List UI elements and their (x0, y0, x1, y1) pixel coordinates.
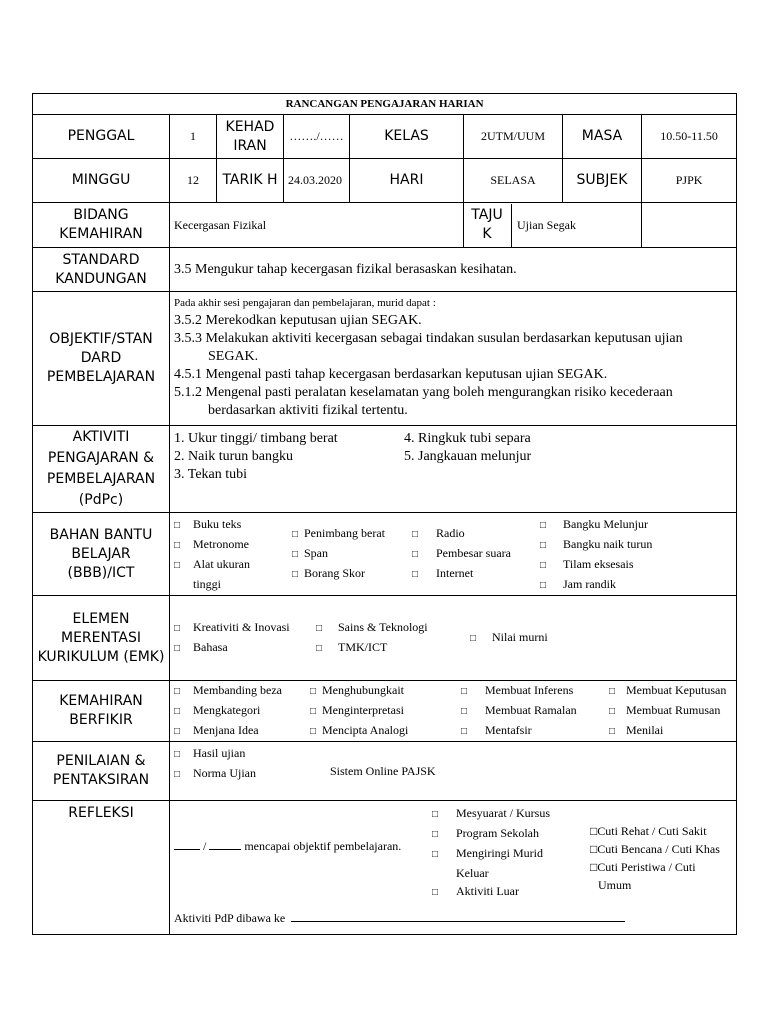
penilaian-extra: Sistem Online PAJSK (330, 764, 436, 778)
blank-field[interactable] (174, 839, 200, 850)
checkbox-icon[interactable]: □ (590, 842, 598, 856)
kehadiran-value: ……./…… (284, 115, 350, 159)
checkbox-icon[interactable]: □ (412, 549, 419, 560)
checkbox-icon[interactable]: □ (470, 633, 477, 644)
refleksi-item-cont: Keluar (456, 866, 489, 880)
tajuk-value: Ujian Segak (517, 217, 576, 232)
penggal-label: PENGGAL (33, 115, 170, 159)
row-bidang (33, 203, 737, 248)
bbb-item[interactable]: □ Bangku naik turun (540, 535, 652, 555)
refleksi-item[interactable]: □ Program Sekolah (432, 824, 590, 844)
checkbox-icon[interactable]: □ (174, 706, 181, 717)
bbb-item[interactable]: □ Metronome (174, 535, 292, 555)
checkbox-icon[interactable]: □ (316, 643, 323, 654)
checkbox-icon[interactable]: □ (412, 569, 419, 580)
row-emk (33, 596, 737, 681)
objektif-item-4-cont: berdasarkan aktiviti fizikal tertentu. (208, 403, 408, 418)
kehadiran-label: KEHAD IRAN (217, 115, 284, 159)
bbb-label: BAHAN BANTU BELAJAR (BBB)/ICT (33, 513, 170, 596)
checkbox-icon[interactable]: □ (432, 809, 439, 820)
subjek-value: PJPK (642, 159, 737, 203)
refleksi-item[interactable]: □ Mengiringi Murid (432, 844, 590, 864)
emk-item[interactable]: □ Sains & Teknologi (316, 618, 470, 638)
objektif-item-2-cont: SEGAK. (208, 349, 259, 364)
bbb-item[interactable]: □ Pembesar suara (412, 544, 540, 564)
refleksi-cuti[interactable]: □Cuti Peristiwa / Cuti (590, 860, 696, 874)
penilaian-item[interactable]: □ Norma Ujian (174, 764, 330, 784)
masa-value: 10.50-11.50 (642, 115, 737, 159)
berfikir-item[interactable]: □ Menghubungkait (310, 681, 461, 701)
checkbox-icon[interactable]: □ (461, 726, 468, 737)
objektif-label: OBJEKTIF/STAN DARD PEMBELAJARAN (33, 292, 170, 426)
aktiviti-label: AKTIVITI PENGAJARAN & PEMBELAJARAN (PdPc) (33, 426, 170, 513)
refleksi-content (170, 801, 737, 935)
checkbox-icon[interactable]: □ (432, 849, 439, 860)
checkbox-icon[interactable]: □ (540, 580, 547, 591)
checkbox-icon[interactable]: □ (174, 623, 181, 634)
checkbox-icon[interactable]: □ (609, 726, 616, 737)
aktiviti-item-1: 1. Ukur tinggi/ timbang berat (174, 431, 338, 446)
penilaian-item[interactable]: □ Hasil ujian (174, 744, 330, 764)
objektif-item-3: 4.5.1 Mengenal pasti tahap kecergasan berdasarkan keputusan ujian SEGAK. (174, 367, 608, 382)
checkbox-icon[interactable]: □ (174, 726, 181, 737)
bbb-item[interactable]: □ Bangku Melunjur (540, 515, 652, 535)
checkbox-icon[interactable]: □ (461, 706, 468, 717)
objektif-item-2: 3.5.3 Melakukan aktiviti kecergasan sebagai tindakan susulan berdasarkan keputusan ujian (174, 331, 683, 346)
bbb-item-cont: tinggi (193, 577, 222, 591)
checkbox-icon[interactable]: □ (609, 686, 616, 697)
row-minggu (33, 159, 737, 203)
checkbox-icon[interactable]: □ (310, 686, 317, 697)
title-row (33, 94, 737, 115)
rph-table (32, 93, 737, 935)
berfikir-item[interactable]: □ Mengkategori (174, 701, 310, 721)
aktiviti-item-2: 2. Naik turun bangku (174, 449, 293, 464)
tarikh-label: TARIK H (217, 159, 284, 203)
emk-content (170, 596, 737, 681)
berfikir-item[interactable]: □ Membuat Keputusan (609, 681, 726, 701)
bbb-item[interactable]: □ Jam randik (540, 575, 652, 595)
aktiviti-content (170, 426, 737, 513)
checkbox-icon[interactable]: □ (432, 887, 439, 898)
emk-item[interactable]: □ Nilai murni (470, 628, 548, 648)
checkbox-icon[interactable]: □ (174, 769, 181, 780)
checkbox-icon[interactable]: □ (310, 726, 317, 737)
tarikh-value: 24.03.2020 (284, 159, 350, 203)
checkbox-icon[interactable]: □ (540, 520, 547, 531)
berfikir-content (170, 681, 737, 742)
aktiviti-item-4: 4. Ringkuk tubi separa (404, 431, 531, 446)
checkbox-icon[interactable]: □ (174, 749, 181, 760)
berfikir-item[interactable]: □ Menginterpretasi (310, 701, 461, 721)
checkbox-icon[interactable]: □ (292, 549, 299, 560)
row-refleksi (33, 801, 737, 935)
refleksi-cuti-cont: Umum (598, 878, 632, 892)
refleksi-item[interactable]: □ Mesyuarat / Kursus (432, 804, 590, 824)
bbb-item[interactable]: □ Penimbang berat (292, 524, 412, 544)
bbb-item[interactable]: □ Radio (412, 524, 540, 544)
berfikir-item[interactable]: □ Membuat Rumusan (609, 701, 726, 721)
checkbox-icon[interactable]: □ (310, 706, 317, 717)
row-standard (33, 248, 737, 292)
hari-label: HARI (350, 159, 464, 203)
form-title: RANCANGAN PENGAJARAN HARIAN (33, 94, 737, 115)
checkbox-icon[interactable]: □ (316, 623, 323, 634)
berfikir-label: KEMAHIRAN BERFIKIR (33, 681, 170, 742)
row-penilaian (33, 742, 737, 801)
checkbox-icon[interactable]: □ (609, 706, 616, 717)
bbb-item[interactable]: □ Span (292, 544, 412, 564)
checkbox-icon[interactable]: □ (174, 643, 181, 654)
berfikir-item[interactable]: □ Membuat Ramalan (461, 701, 609, 721)
bbb-item[interactable]: □ Tilam eksesais (540, 555, 652, 575)
emk-item[interactable]: □ Bahasa (174, 638, 316, 658)
berfikir-item[interactable]: □ Membanding beza (174, 681, 310, 701)
bidang-value: Kecergasan Fizikal (170, 203, 464, 248)
checkbox-icon[interactable]: □ (174, 686, 181, 697)
checkbox-icon[interactable]: □ (461, 686, 468, 697)
checkbox-icon[interactable]: □ (540, 540, 547, 551)
penggal-value: 1 (170, 115, 217, 159)
bbb-item[interactable]: □ Borang Skor (292, 564, 412, 584)
berfikir-item[interactable]: □ Menjana Idea (174, 721, 310, 741)
emk-label: ELEMEN MERENTASI KURIKULUM (EMK) (33, 596, 170, 681)
checkbox-icon[interactable]: □ (432, 829, 439, 840)
refleksi-cuti[interactable]: □Cuti Rehat / Cuti Sakit (590, 824, 707, 838)
kelas-value: 2UTM/UUM (464, 115, 563, 159)
emk-item[interactable]: □ Kreativiti & Inovasi (174, 618, 316, 638)
row-penggal (33, 115, 737, 159)
tajuk-spacer (642, 203, 737, 248)
standard-value: 3.5 Mengukur tahap kecergasan fizikal berasaskan kesihatan. (170, 248, 737, 292)
hari-value: SELASA (464, 159, 563, 203)
bbb-item[interactable]: □ Alat ukuran (174, 555, 292, 575)
blank-field[interactable] (209, 839, 241, 850)
berfikir-item[interactable]: □ Mentafsir (461, 721, 609, 741)
bidang-label: BIDANG KEMAHIRAN (33, 203, 170, 248)
checkbox-icon[interactable]: □ (174, 540, 181, 551)
objektif-content (170, 292, 737, 426)
standard-label: STANDARD KANDUNGAN (33, 248, 170, 292)
refleksi-label: REFLEKSI (33, 801, 170, 935)
refleksi-cuti[interactable]: □Cuti Bencana / Cuti Khas (590, 842, 720, 856)
refleksi-capai: / mencapai objektif pembelajaran. (174, 837, 432, 855)
penilaian-label: PENILAIAN & PENTAKSIRAN (33, 742, 170, 801)
bbb-item[interactable]: □ Buku teks (174, 515, 292, 535)
row-objektif (33, 292, 737, 426)
row-berfikir (33, 681, 737, 742)
masa-label: MASA (563, 115, 642, 159)
tajuk-cell (464, 203, 642, 248)
checkbox-icon[interactable]: □ (292, 529, 299, 540)
row-bbb (33, 513, 737, 596)
berfikir-item[interactable]: □ Menilai (609, 721, 726, 741)
dibawa-field[interactable] (291, 911, 625, 922)
emk-item[interactable]: □ TMK/ICT (316, 638, 470, 658)
checkbox-icon[interactable]: □ (590, 860, 598, 874)
checkbox-icon[interactable]: □ (590, 824, 598, 838)
penilaian-content (170, 742, 737, 801)
objektif-item-1: 3.5.2 Merekodkan keputusan ujian SEGAK. (174, 313, 422, 328)
tajuk-label: TAJU K (464, 204, 513, 247)
checkbox-icon[interactable]: □ (540, 560, 547, 571)
refleksi-dibawa: Aktiviti PdP dibawa ke (174, 909, 732, 927)
minggu-label: MINGGU (33, 159, 170, 203)
checkbox-icon[interactable]: □ (174, 560, 181, 571)
subjek-label: SUBJEK (563, 159, 642, 203)
bbb-content (170, 513, 737, 596)
aktiviti-item-5: 5. Jangkauan melunjur (404, 449, 532, 464)
objektif-item-4: 5.1.2 Mengenal pasti peralatan keselamatan yang boleh mengurangkan risiko kecederaan (174, 385, 673, 400)
aktiviti-item-3: 3. Tekan tubi (174, 467, 248, 482)
row-aktiviti (33, 426, 737, 513)
checkbox-icon[interactable]: □ (174, 520, 181, 531)
minggu-value: 12 (170, 159, 217, 203)
checkbox-icon[interactable]: □ (412, 529, 419, 540)
kelas-label: KELAS (350, 115, 464, 159)
bbb-item[interactable]: □ Internet (412, 564, 540, 584)
berfikir-item[interactable]: □ Mencipta Analogi (310, 721, 461, 741)
berfikir-item[interactable]: □ Membuat Inferens (461, 681, 609, 701)
objektif-intro: Pada akhir sesi pengajaran dan pembelajaran, murid dapat : (174, 297, 436, 309)
checkbox-icon[interactable]: □ (292, 569, 299, 580)
refleksi-item[interactable]: □ Aktiviti Luar (432, 882, 590, 902)
